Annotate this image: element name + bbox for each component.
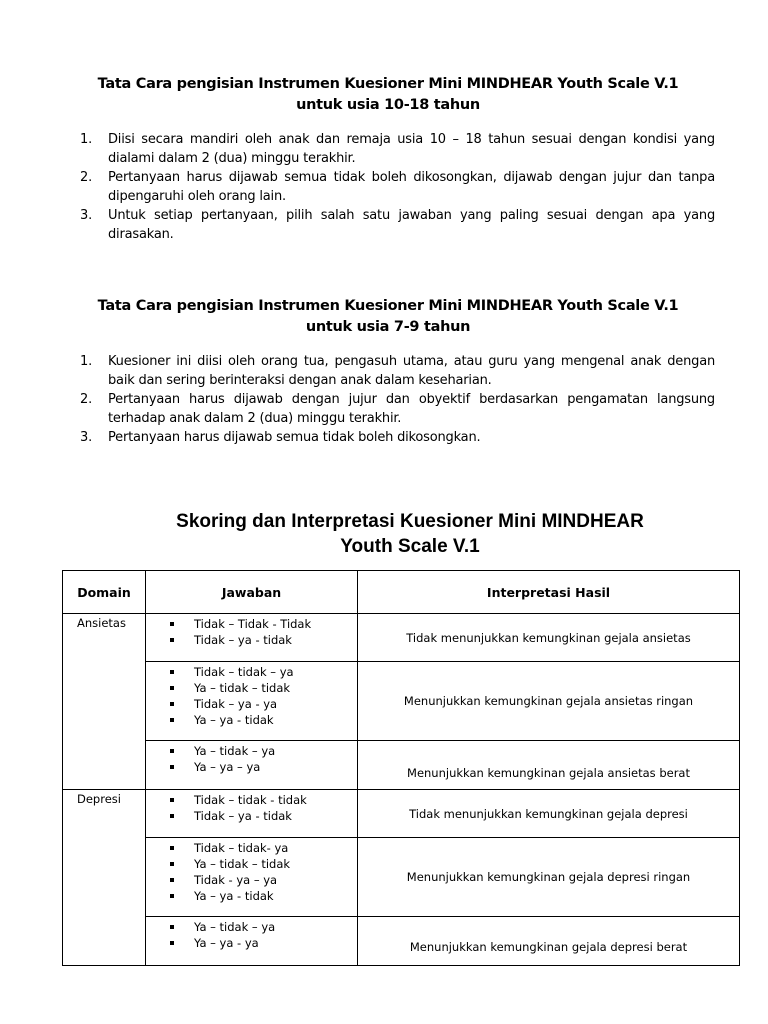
table-row	[63, 838, 740, 917]
answer-item: Tidak – ya - ya	[170, 696, 357, 712]
answer-item: Tidak - ya – ya	[170, 872, 357, 888]
scoring-table	[62, 570, 740, 966]
domain-ansietas: Ansietas	[63, 614, 146, 790]
list-item: 3. Untuk setiap pertanyaan, pilih salah satu jawaban yang paling sesuai dengan apa yang dirasakan.	[80, 208, 715, 242]
answer-item: Tidak – tidak – ya	[170, 664, 357, 680]
answers-cell	[146, 741, 358, 790]
section1-title-line2: untuk usia 10-18 tahun	[296, 97, 480, 113]
table-row	[63, 790, 740, 838]
answer-item: Ya – ya – ya	[170, 759, 357, 775]
section2-title-line1: Tata Cara pengisian Instrumen Kuesioner Mini MINDHEAR Youth Scale V.1	[97, 298, 679, 314]
header-domain: Domain	[63, 571, 146, 614]
answer-item: Tidak – ya - tidak	[170, 632, 357, 648]
answer-item: Tidak – tidak- ya	[170, 840, 357, 856]
result-cell: Tidak menunjukkan kemungkinan gejala ansietas	[358, 614, 740, 662]
list-item: 3. Pertanyaan harus dijawab semua tidak boleh dikosongkan.	[80, 430, 481, 445]
result-cell: Menunjukkan kemungkinan gejala depresi ringan	[358, 838, 740, 917]
table-row	[63, 741, 740, 790]
header-result: Interpretasi Hasil	[358, 571, 740, 614]
result-cell: Menunjukkan kemungkinan gejala ansietas ringan	[358, 662, 740, 741]
answer-item: Ya – ya - tidak	[170, 888, 357, 904]
answer-item: Tidak – ya - tidak	[170, 808, 357, 824]
answer-item: Tidak – tidak - tidak	[170, 792, 357, 808]
answers-cell	[146, 838, 358, 917]
answer-item: Ya – tidak – ya	[170, 743, 357, 759]
section1-list	[80, 130, 715, 244]
table-row	[63, 662, 740, 741]
table-row	[63, 614, 740, 662]
answer-item: Tidak – Tidak - Tidak	[170, 616, 357, 632]
answer-item: Ya – ya - tidak	[170, 712, 357, 728]
section1-title-line1: Tata Cara pengisian Instrumen Kuesioner Mini MINDHEAR Youth Scale V.1	[97, 76, 679, 92]
section2-title	[60, 296, 716, 338]
scoring-title-line1: Skoring dan Interpretasi Kuesioner Mini MINDHEAR	[176, 511, 644, 532]
domain-depresi: Depresi	[63, 790, 146, 966]
list-item: 2. Pertanyaan harus dijawab semua tidak boleh dikosongkan, dijawab dengan jujur dan tanpa dipengaruhi oleh orang lain.	[80, 170, 715, 204]
list-item: 2. Pertanyaan harus dijawab dengan jujur dan obyektif berdasarkan pengamatan langsung terhadap anak dalam 2 (dua) minggu terakhir.	[80, 392, 715, 426]
answers-cell	[146, 614, 358, 662]
scoring-title-line2: Youth Scale V.1	[340, 536, 480, 557]
answer-item: Ya – tidak – ya	[170, 919, 357, 935]
answers-cell	[146, 662, 358, 741]
result-cell: Menunjukkan kemungkinan gejala ansietas berat	[358, 741, 740, 790]
scoring-title	[80, 509, 740, 559]
answer-item: Ya – tidak – tidak	[170, 856, 357, 872]
result-cell: Menunjukkan kemungkinan gejala depresi berat	[358, 917, 740, 966]
section2-list	[80, 352, 715, 447]
section2-title-line2: untuk usia 7-9 tahun	[305, 319, 471, 335]
table-row	[63, 917, 740, 966]
answers-cell	[146, 790, 358, 838]
section1-title	[60, 74, 716, 116]
answer-item: Ya – ya - ya	[170, 935, 357, 951]
result-cell: Tidak menunjukkan kemungkinan gejala depresi	[358, 790, 740, 838]
list-item: 1. Kuesioner ini diisi oleh orang tua, pengasuh utama, atau guru yang mengenal anak dengan baik dan sering berinteraksi dengan anak dalam keseharian.	[80, 354, 715, 388]
list-item: 1. Diisi secara mandiri oleh anak dan remaja usia 10 – 18 tahun sesuai dengan kondisi yang dialami dalam 2 (dua) minggu terakhir.	[80, 132, 715, 166]
table-header-row	[63, 571, 740, 614]
answers-cell	[146, 917, 358, 966]
header-answers: Jawaban	[146, 571, 358, 614]
answer-item: Ya – tidak – tidak	[170, 680, 357, 696]
